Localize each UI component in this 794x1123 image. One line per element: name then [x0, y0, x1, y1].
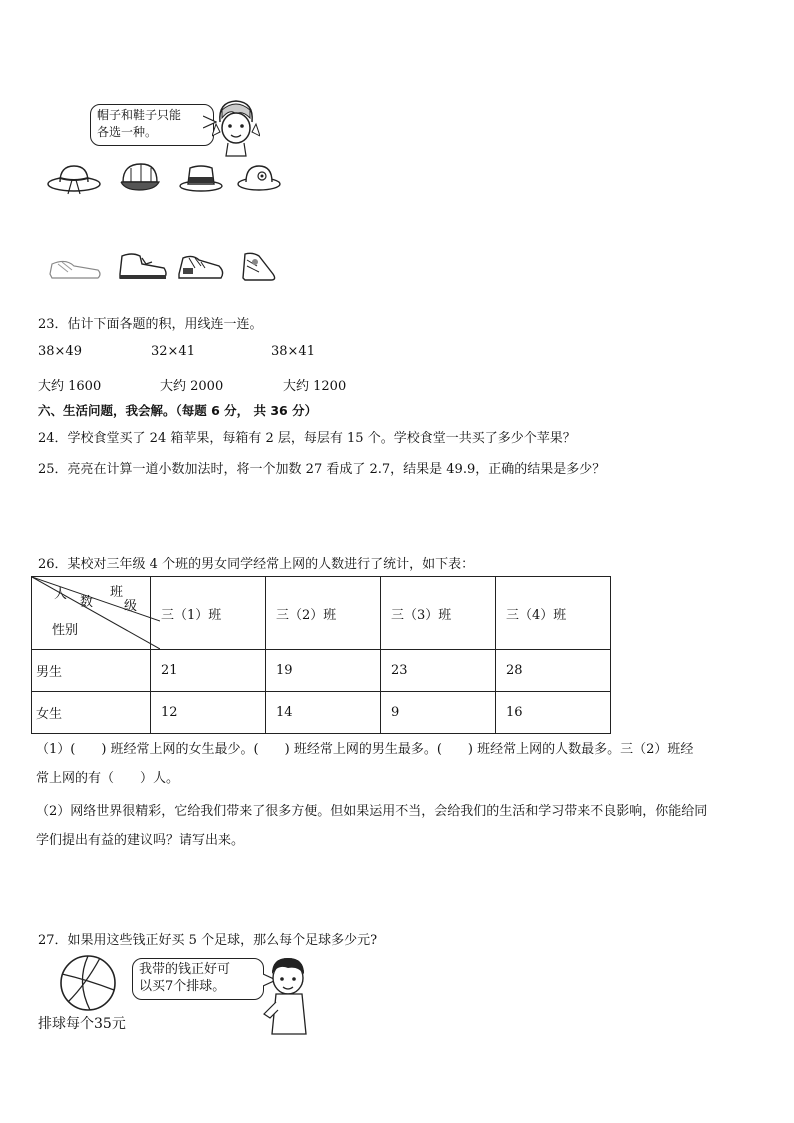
corner-xingbie: 性别: [52, 623, 79, 638]
q26-sub1-line2: 常上网的有（ ）人。: [36, 771, 180, 786]
col-header-4: 三（4）班: [496, 577, 611, 650]
volleyball-icon: [56, 954, 120, 1012]
table-cell: 19: [266, 650, 381, 692]
sport-shoe-icon: [175, 248, 227, 282]
question-23: 23．估计下面各题的积，用线连一连。: [38, 317, 263, 332]
expr-3: 38×41: [271, 344, 315, 359]
corner-ji: 级: [124, 599, 138, 614]
col-header-1: 三（1）班: [151, 577, 266, 650]
boy-icon: [262, 954, 312, 1038]
table-cell: 14: [266, 692, 381, 734]
estimate-1: 大约 1600: [38, 379, 102, 394]
question-26: 26．某校对三年级 4 个班的男女同学经常上网的人数进行了统计，如下表：: [38, 557, 475, 572]
corner-ren: 人: [54, 587, 68, 602]
col-header-3: 三（3）班: [381, 577, 496, 650]
stats-table: [31, 576, 611, 734]
table-cell: 9: [381, 692, 496, 734]
table-cell: 12: [151, 692, 266, 734]
volleyball-price-caption: 排球每个35元: [38, 1016, 126, 1032]
row-label-boys: 男生: [32, 650, 151, 692]
q26-sub2: [36, 797, 756, 855]
diagonal-header-cell: [32, 577, 151, 650]
boy-speech-bubble: [132, 958, 264, 1000]
girl-icon: [212, 96, 260, 158]
fedora-icon: [178, 162, 224, 196]
q26-sub2-line2: 学们提出有益的建议吗？请写出来。: [36, 833, 245, 848]
table-row: [32, 650, 611, 692]
q26-sub1-line1: （1）( ) 班经常上网的女生最少。( ) 班经常上网的男生最多。( ) 班经常上网的人数最多。三（2）班经: [36, 742, 694, 757]
table-cell: 28: [496, 650, 611, 692]
row-label-girls: 女生: [32, 692, 151, 734]
bubble-line-1: 帽子和鞋子只能: [97, 108, 182, 122]
estimate-3: 大约 1200: [283, 379, 347, 394]
table-header-row: [32, 577, 611, 650]
corner-ban: 班: [110, 585, 124, 600]
question-25: 25．亮亮在计算一道小数加法时，将一个加数 27 看成了 2.7，结果是 49.9，正确的结果是多少？: [38, 462, 606, 477]
diagonal-lines: [32, 577, 160, 649]
boot-icon: [116, 248, 170, 282]
flower-hat-icon: [236, 160, 282, 194]
q26-sub2-line1: （2）网络世界很精彩，它给我们带来了很多方便。但如果运用不当，会给我们的生活和学习带来不良影响，你能给同: [36, 804, 708, 819]
expr-2: 32×41: [151, 344, 195, 359]
table-cell: 21: [151, 650, 266, 692]
question-24: 24．学校食堂买了 24 箱苹果，每箱有 2 层，每层有 15 个。学校食堂一共买了多少个苹果？: [38, 431, 576, 446]
sunhat-icon: [46, 160, 102, 196]
table-row: [32, 692, 611, 734]
corner-shu: 数: [80, 595, 94, 610]
table-cell: 16: [496, 692, 611, 734]
expr-1: 38×49: [38, 344, 82, 359]
table-cell: 23: [381, 650, 496, 692]
cap-icon: [117, 160, 163, 196]
girl-speech-bubble: [90, 104, 214, 146]
highheel-icon: [237, 248, 281, 284]
boy-bubble-line-2: 以买7个排球。: [139, 979, 226, 994]
question-27: 27．如果用这些钱正好买 5 个足球，那么每个足球多少元?: [38, 933, 378, 948]
sneaker-icon: [46, 252, 104, 282]
q26-sub1: [36, 735, 756, 793]
col-header-2: 三（2）班: [266, 577, 381, 650]
bubble-line-2: 各选一种。: [97, 125, 158, 139]
boy-bubble-line-1: 我带的钱正好可: [139, 962, 231, 977]
estimate-2: 大约 2000: [160, 379, 224, 394]
section-6-heading: 六、生活问题，我会解。（每题 6 分， 共 36 分）: [38, 403, 318, 418]
